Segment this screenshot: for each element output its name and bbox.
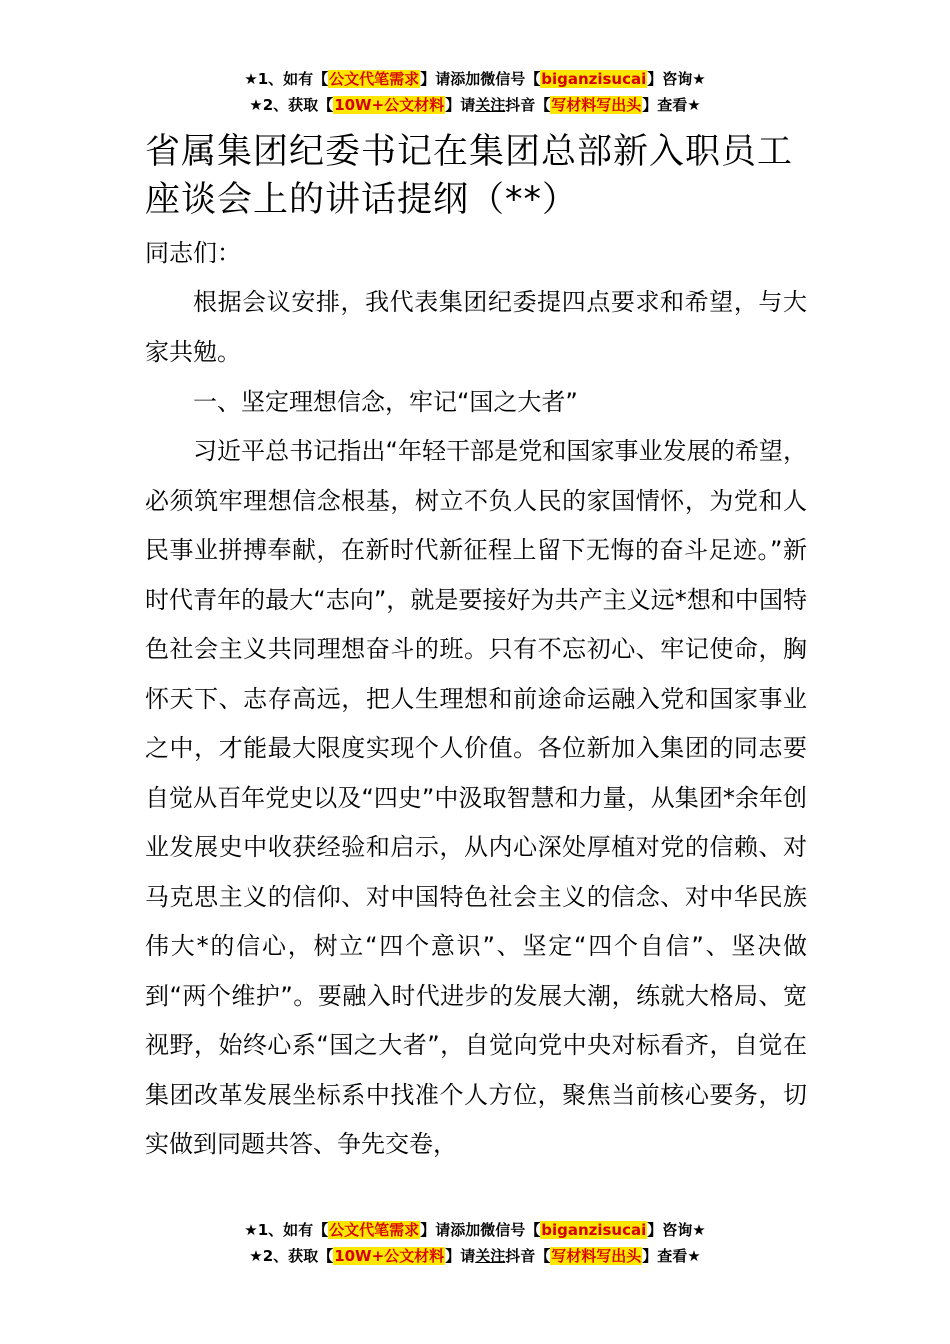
banner-highlight: 10W+公文材料	[334, 96, 445, 114]
banner-text: ★1、如有【	[244, 70, 329, 88]
banner-text: 抖音【	[505, 96, 551, 114]
banner-text: ★2、获取【	[249, 96, 334, 114]
document-title: 省属集团纪委书记在集团总部新入职员工座谈会上的讲话提纲（**）	[145, 132, 794, 220]
section-heading: 一、坚定理想信念，牢记“国之大者”	[193, 388, 578, 416]
banner-line-2	[0, 1243, 950, 1269]
banner-text: 】请	[445, 96, 476, 114]
banner-highlight: 10W+公文材料	[334, 1247, 445, 1265]
banner-text: 】查看★	[642, 96, 701, 114]
header-banner	[0, 66, 950, 118]
banner-highlight: biganzisucai	[541, 70, 647, 88]
banner-highlight: 公文代笔需求	[329, 1221, 420, 1239]
banner-text: 】请添加微信号【	[420, 1221, 541, 1239]
banner-highlight: biganzisucai	[541, 1221, 647, 1239]
banner-line-1	[0, 66, 950, 92]
banner-underlined-text: 关注	[475, 1247, 506, 1265]
section-paragraph: 习近平总书记指出“年轻干部是党和国家事业发展的希望，必须筑牢理想信念根基，树立不负人民的家国情怀，为党和人民事业拼搏奉献，在新时代新征程上留下无悔的奋斗足迹。”新时代青年的最大“志向”，就是要接好为共产主义远*想和中国特色社会主义共同理想奋斗的班。只有不忘初心、牢记使命，胸怀天下、志存高远，把人生理想和前途命运融入党和国家事业之中，才能最大限度实现个人价值。各位新加入集团的同志要自觉从百年党史以及“四史”中汲取智慧和力量，从集团*余年创业发展史中收获经验和启示，从内心深处厚植对党的信赖、对马克思主义的信仰、对中国特色社会主义的信念、对中华民族伟大*的信心，树立“四个意识”、坚定“四个自信”、坚决做到“两个维护”。要融入时代进步的发展大潮，练就大格局、宽视野，始终心系“国之大者”，自觉向党中央对标看齐，自觉在集团改革发展坐标系中找准个人方位，聚焦当前核心要务，切实做到同题共答、争先交卷，	[145, 437, 807, 1158]
document-body	[145, 128, 807, 1170]
salutation: 同志们：	[145, 239, 241, 267]
footer-banner	[0, 1217, 950, 1269]
banner-text: ★2、获取【	[249, 1247, 334, 1265]
intro-paragraph: 根据会议安排，我代表集团纪委提四点要求和希望，与大家共勉。	[145, 288, 807, 366]
banner-line-1	[0, 1217, 950, 1243]
banner-text: 】请添加微信号【	[420, 70, 541, 88]
banner-text: 】咨询★	[647, 70, 706, 88]
banner-highlight: 写材料写出头	[551, 1247, 642, 1265]
banner-text: ★1、如有【	[244, 1221, 329, 1239]
banner-text: 】咨询★	[647, 1221, 706, 1239]
banner-text: 抖音【	[505, 1247, 551, 1265]
banner-underlined-text: 关注	[475, 96, 506, 114]
banner-text: 】请	[445, 1247, 476, 1265]
banner-highlight: 公文代笔需求	[329, 70, 420, 88]
banner-highlight: 写材料写出头	[551, 96, 642, 114]
banner-text: 】查看★	[642, 1247, 701, 1265]
banner-line-2	[0, 92, 950, 118]
